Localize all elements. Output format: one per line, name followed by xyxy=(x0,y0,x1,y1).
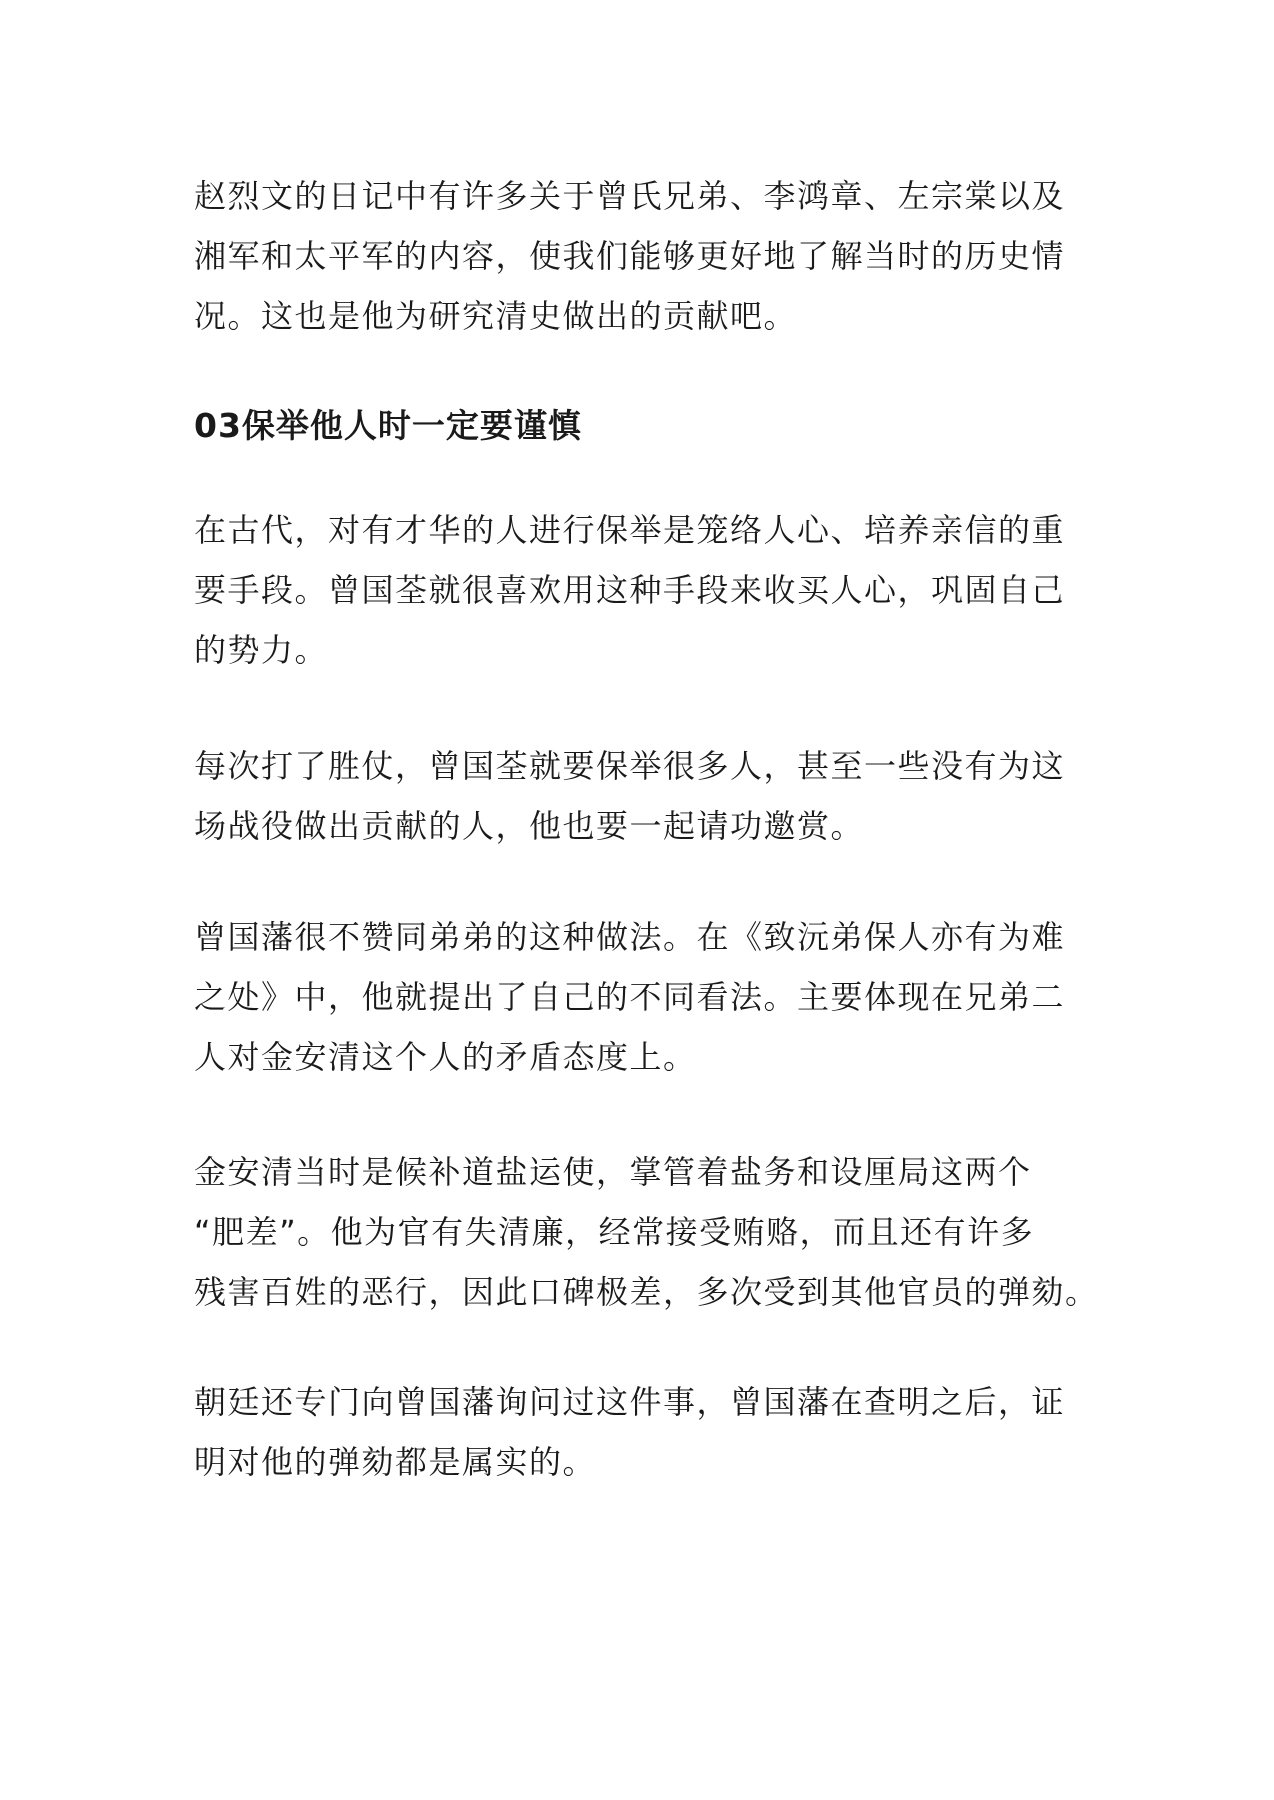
paragraph-line: 之处》中，他就提出了自己的不同看法。主要体现在兄弟二 xyxy=(194,978,1066,1016)
paragraph-zeng-guoquan-victories xyxy=(194,736,1094,856)
paragraph-line: 残害百姓的恶行，因此口碑极差，多次受到其他官员的弹劾。 xyxy=(194,1273,1099,1311)
paragraph-zhao-liewen-diary xyxy=(194,166,1094,346)
paragraph-line: “肥差”。他为官有失清廉，经常接受贿赂，而且还有许多 xyxy=(194,1213,1035,1251)
paragraph-court-inquiry xyxy=(194,1372,1094,1492)
paragraph-line: 朝廷还专门向曾国藩询问过这件事，曾国藩在查明之后，证 xyxy=(194,1383,1066,1421)
paragraph-recommendation-means xyxy=(194,500,1094,680)
paragraph-line: 人对金安清这个人的矛盾态度上。 xyxy=(194,1038,697,1076)
paragraph-line: 曾国藩很不赞同弟弟的这种做法。在《致沅弟保人亦有为难 xyxy=(194,918,1066,956)
paragraph-line: 要手段。曾国荃就很喜欢用这种手段来收买人心，巩固自己 xyxy=(194,571,1066,609)
paragraph-line: 湘军和太平军的内容，使我们能够更好地了解当时的历史情 xyxy=(194,237,1066,275)
paragraph-line: 每次打了胜仗，曾国荃就要保举很多人，甚至一些没有为这 xyxy=(194,747,1066,785)
paragraph-line: 金安清当时是候补道盐运使，掌管着盐务和设厘局这两个 xyxy=(194,1153,1032,1191)
paragraph-line: 在古代，对有才华的人进行保举是笼络人心、培养亲信的重 xyxy=(194,511,1066,549)
paragraph-line: 的势力。 xyxy=(194,631,329,669)
paragraph-line: 明对他的弹劾都是属实的。 xyxy=(194,1443,597,1481)
paragraph-line: 赵烈文的日记中有许多关于曾氏兄弟、李鸿章、左宗棠以及 xyxy=(194,177,1066,215)
paragraph-jin-anqing xyxy=(194,1142,1099,1322)
section-heading-text: 03保举他人时一定要谨慎 xyxy=(194,406,582,445)
paragraph-line: 况。这也是他为研究清史做出的贡献吧。 xyxy=(194,297,798,335)
section-heading xyxy=(194,396,1094,456)
paragraph-zeng-guofan-disagreement xyxy=(194,907,1094,1087)
paragraph-line: 场战役做出贡献的人，他也要一起请功邀赏。 xyxy=(194,807,865,845)
